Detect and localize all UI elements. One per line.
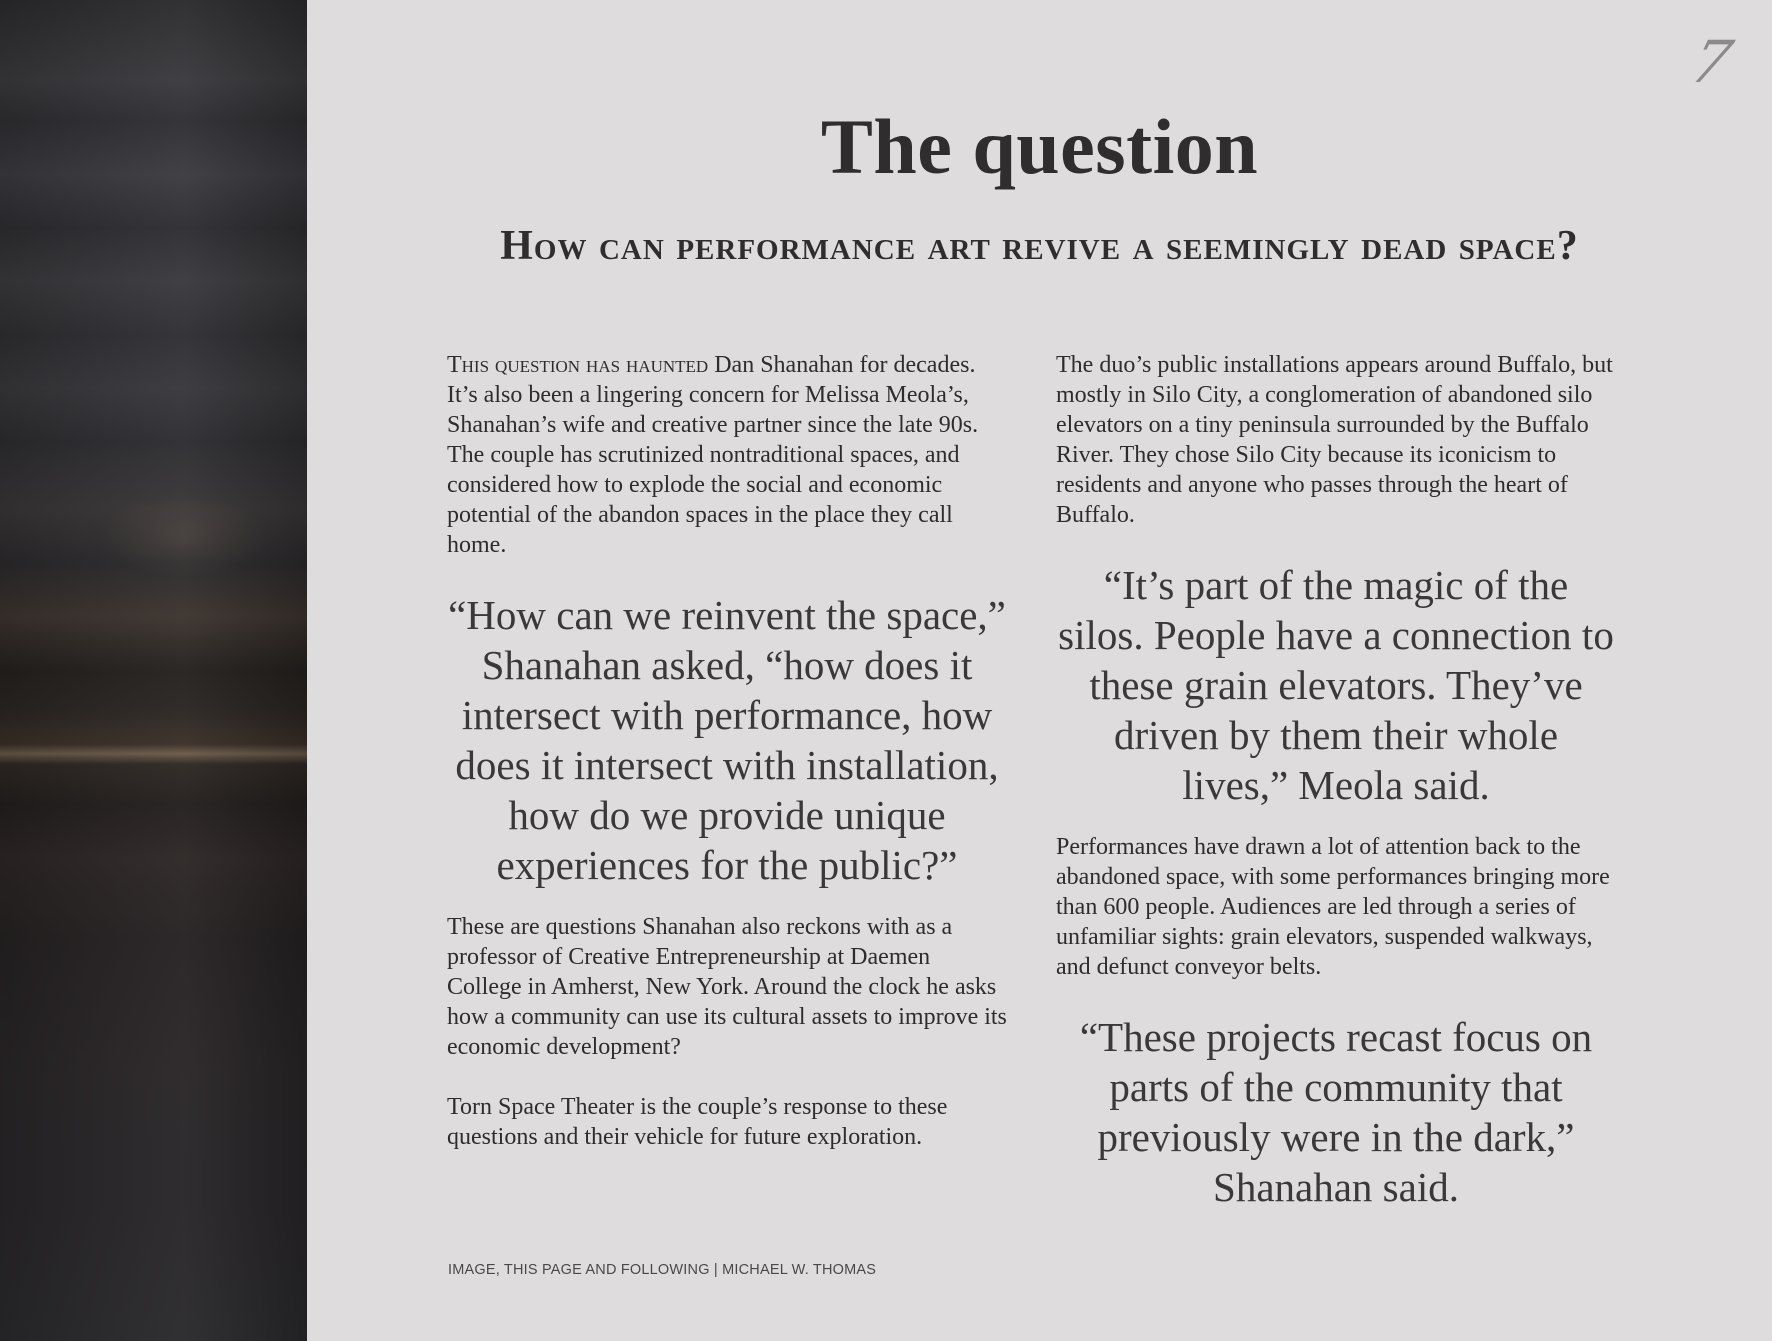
lead-in: This question has haunted <box>447 352 709 378</box>
paragraph-torn-space: Torn Space Theater is the couple’s response to these questions and their vehicle for future exploration. <box>447 1094 948 1150</box>
pull-quote-right-bottom: “These projects recast focus on parts of the community that previously were in the dark,” Shanahan said. <box>1079 1014 1593 1210</box>
paragraph-professor: These are questions Shanahan also reckons with as a professor of Creative Entrepreneurship at Daemen College in Amherst, New York. Around the clock he asks how a community can use its cultural assets to improve its economic development? <box>447 914 1007 1060</box>
cover-photo <box>0 0 307 1341</box>
image-credit: IMAGE, THIS PAGE AND FOLLOWING | MICHAEL W. THOMAS <box>448 1262 877 1278</box>
page-title: The question <box>820 103 1259 190</box>
intro-paragraph <box>447 350 1007 560</box>
paragraph-silo-city: The duo’s public installations appears around Buffalo, but mostly in Silo City, a conglomeration of abandoned silo elevators on a tiny peninsula surrounded by the Buffalo River. They chose Silo City because its iconicism to residents and anyone who passes through the heart of Buffalo. <box>1056 352 1613 528</box>
paragraph-performances: Performances have drawn a lot of attention back to the abandoned space, with some performances bringing more than 600 people. Audiences are led through a series of unfamiliar sights: grain elevators, suspended walkways, and defunct conveyor belts. <box>1056 834 1610 980</box>
intro-text: Dan Shanahan for decades. It’s also been a lingering concern for Melissa Meola’s, Shanahan’s wife and creative partner since the late 90s. The couple has scrutinized nontraditional spaces, and considered how to explode the social and economic potential of the abandon spaces in the place they call home. <box>447 352 979 558</box>
left-column <box>447 350 1007 1182</box>
page-number: 7 <box>1683 28 1740 96</box>
right-column <box>1056 350 1616 1234</box>
page-subtitle: How can performance art revive a seemingly dead space? <box>500 223 1579 269</box>
pull-quote-left: “How can we reinvent the space,” Shanahan asked, “how does it intersect with performance, how does it intersect with installation, how do we provide unique experiences for the public?” <box>448 592 1006 888</box>
pull-quote-right-top: “It’s part of the magic of the silos. People have a connection to these grain elevators. They’ve driven by them their whole lives,” Meola said. <box>1058 562 1614 808</box>
